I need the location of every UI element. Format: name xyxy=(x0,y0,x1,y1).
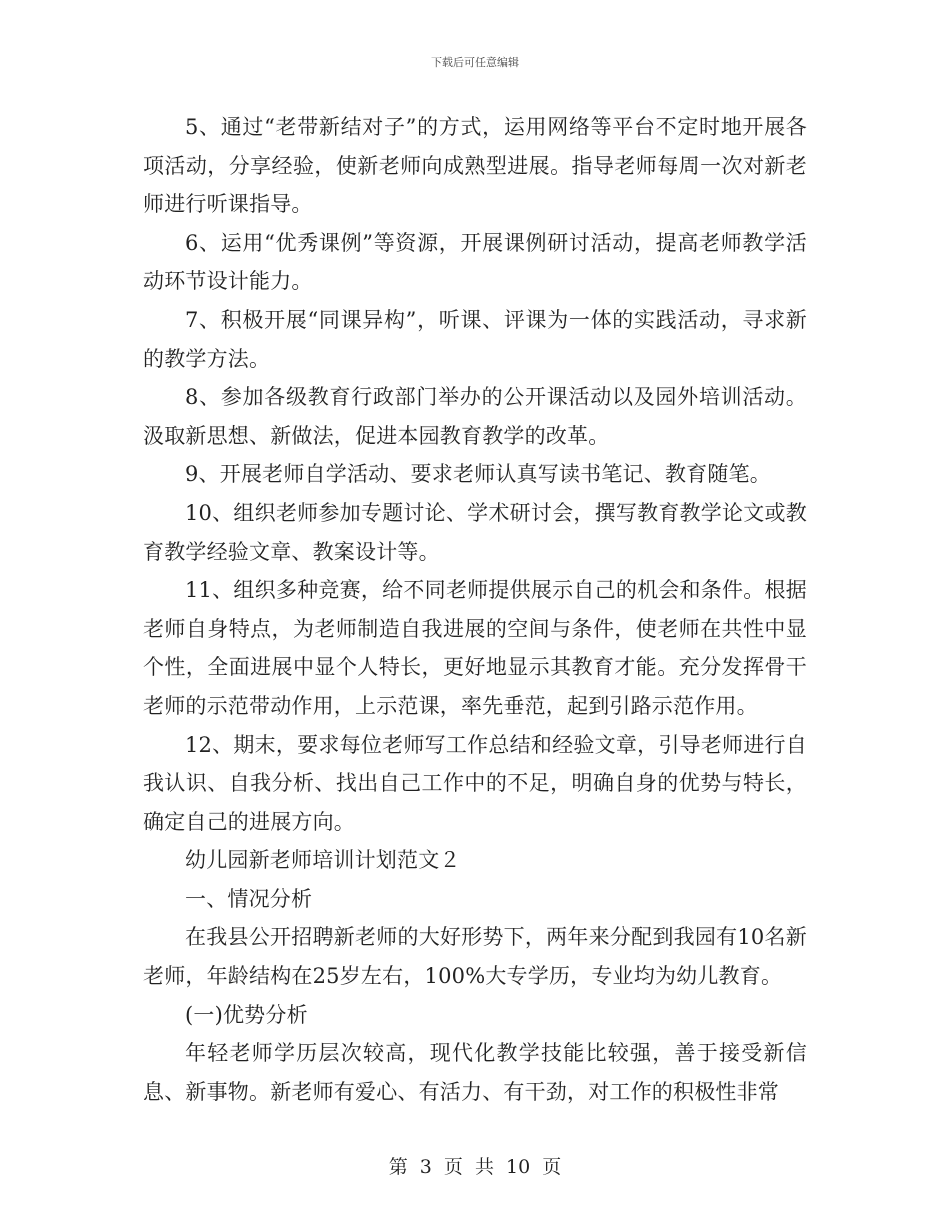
paragraph: 在我县公开招聘新老师的大好形势下，两年来分配到我园有10名新老师，年龄结构在25岁左右，100%大专学历，专业均为幼儿教育。 xyxy=(143,925,807,989)
section-title: 幼儿园新老师培训计划范文２ xyxy=(185,848,461,873)
paragraph: 10、组织老师参加专题讨论、学术研讨会，撰写教育教学论文或教育教学经验文章、教案设计等。 xyxy=(143,500,807,564)
paragraph: 5、通过“老带新结对子”的方式，运用网络等平台不定时地开展各项活动，分享经验，使新老师向成熟型进展。指导老师每周一次对新老师进行听课指导。 xyxy=(143,115,807,217)
paragraph: 7、积极开展“同课异构”，听课、评课为一体的实践活动，寻求新的教学方法。 xyxy=(143,307,807,371)
paragraph: 12、期末，要求每位老师写工作总结和经验文章，引导老师进行自我认识、自我分析、找出自己工作中的不足，明确自身的优势与特长，确定自己的进展方向。 xyxy=(143,732,807,834)
paragraph: 9、开展老师自学活动、要求老师认真写读书笔记、教育随笔。 xyxy=(185,462,771,487)
paragraph: 11、组织多种竞赛，给不同老师提供展示自己的机会和条件。根据老师自身特点，为老师制造自我进展的空间与条件，使老师在共性中显个性，全面进展中显个人特长，更好地显示其教育才能。充分发挥骨干老师的示范带动作用，上示范课，率先垂范，起到引路示范作用。 xyxy=(143,578,807,718)
paragraph: 年轻老师学历层次较高，现代化教学技能比较强，善于接受新信息、新事物。新老师有爱心、有活力、有干劲，对工作的积极性非常 xyxy=(143,1041,807,1104)
paragraph: 6、运用“优秀课例”等资源，开展课例研讨活动，提高老师教学活动环节设计能力。 xyxy=(143,230,807,294)
section-heading: 一、情况分析 xyxy=(185,886,313,911)
page-number-footer: 第 3 页 共 10 页 xyxy=(388,1156,562,1178)
paragraph: 8、参加各级教育行政部门举办的公开课活动以及园外培训活动。汲取新思想、新做法，促进本园教育教学的改革。 xyxy=(143,385,807,448)
subsection-heading: (一)优势分析 xyxy=(185,1002,308,1027)
document-body xyxy=(143,108,807,1111)
page-header-note: 下载后可任意编辑 xyxy=(431,56,519,69)
